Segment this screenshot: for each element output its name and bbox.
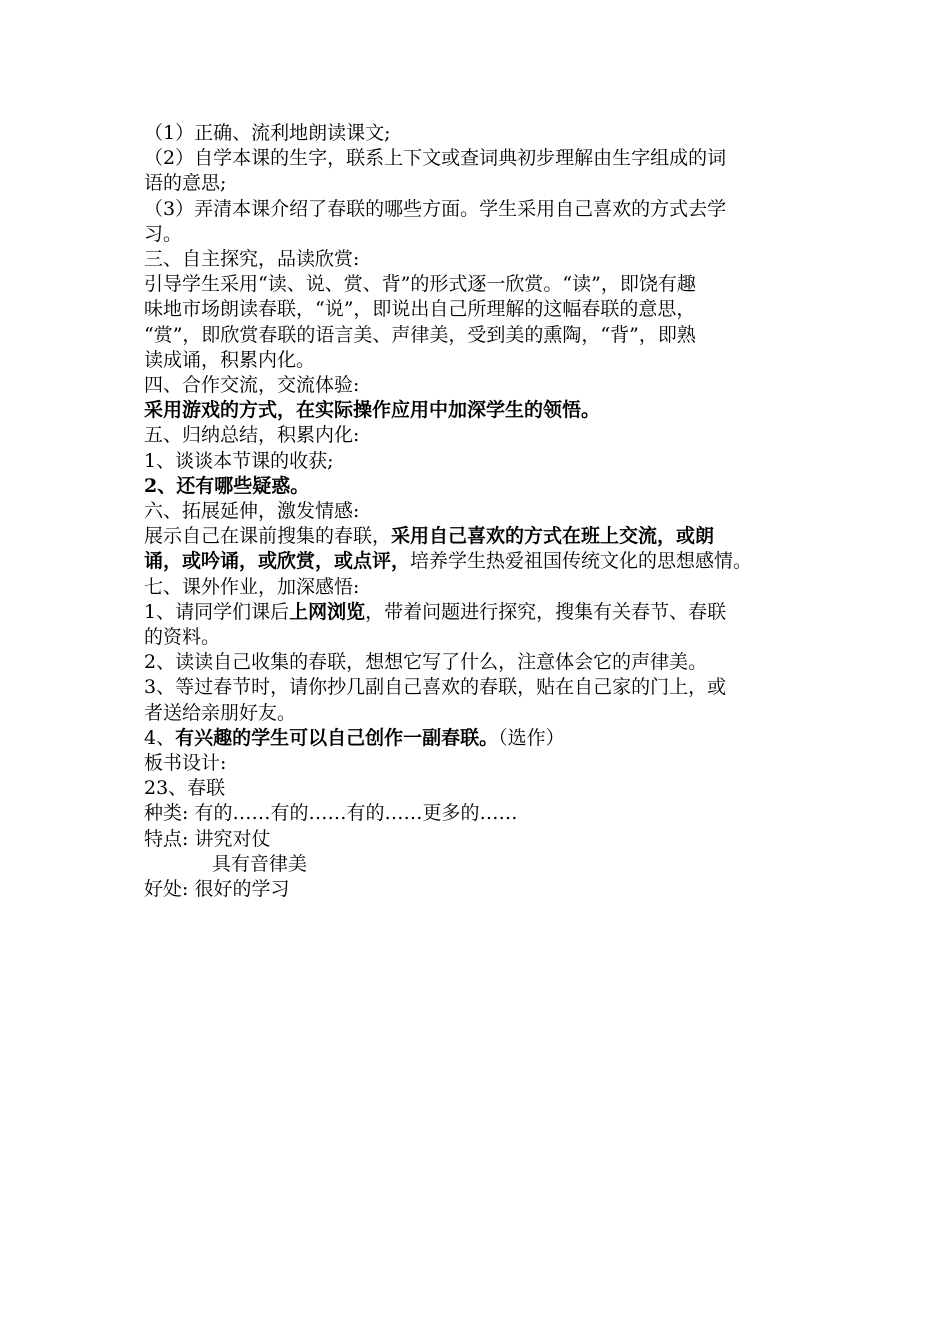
text-line (144, 423, 824, 448)
text-segment: 培养学生热爱祖国传统文化的思想感情。 (410, 550, 753, 573)
bold-text-segment: 采用自己喜欢的方式在班上交流，或朗 (391, 525, 715, 548)
text-segment: 三、自主探究，品读欣赏: (144, 248, 360, 271)
text-segment: 习。 (144, 222, 183, 245)
bold-text-segment: 采用游戏的方式，在实际操作应用中加深学生的领悟。 (144, 399, 601, 422)
bold-text-segment: 有兴趣的学生可以自己创作一副春联。 (175, 726, 499, 749)
text-segment: 味地市场朗读春联，“说”，即说出自己所理解的这幅春联的意思， (144, 298, 696, 321)
text-line (144, 575, 824, 600)
text-segment: 四、合作交流，交流体验: (144, 374, 360, 397)
text-segment: ，带着问题进行探究，搜集有关春节、春联 (365, 600, 727, 623)
text-segment: 2、读读自己收集的春联，想想它写了什么，注意体会它的声律美。 (144, 651, 708, 674)
text-line (144, 323, 824, 348)
text-line (144, 121, 824, 146)
text-segment: 展示自己在课前搜集的春联， (144, 525, 392, 548)
text-line (144, 701, 824, 726)
text-line (144, 877, 824, 902)
text-segment: 1、请同学们课后 (144, 600, 290, 623)
text-line (144, 827, 824, 852)
text-line (144, 776, 824, 801)
bold-text-segment: 上网浏览 (289, 600, 366, 623)
text-line (144, 524, 824, 549)
text-segment: “赏”，即欣赏春联的语言美、声律美，受到美的熏陶，“背”，即熟 (144, 323, 696, 346)
text-line (144, 852, 824, 877)
bold-text-segment: 2、还有哪些疑惑。 (144, 474, 310, 497)
text-line (144, 197, 824, 222)
text-line (144, 499, 824, 524)
text-segment: 六、拓展延伸，激发情感: (144, 500, 360, 523)
text-segment: 读成诵，积累内化。 (144, 348, 316, 371)
text-line (144, 146, 824, 171)
text-segment: 23、春联 (144, 777, 226, 800)
text-segment: 的资料。 (144, 626, 221, 649)
text-segment: 五、归纳总结，积累内化: (144, 424, 360, 447)
bold-text-segment: 诵，或吟诵，或欣赏，或点评， (144, 550, 411, 573)
text-line (144, 600, 824, 625)
text-segment: 七、课外作业，加深感悟: (144, 575, 360, 598)
text-segment: 板书设计: (144, 752, 227, 775)
text-line (144, 272, 824, 297)
text-segment: （选作） (498, 726, 565, 749)
text-segment: （1）正确、流利地朗读课文; (144, 122, 391, 144)
text-line (144, 247, 824, 272)
text-line (144, 726, 824, 751)
text-line (144, 348, 824, 373)
text-line (144, 675, 824, 700)
text-line (144, 373, 824, 398)
text-line (144, 171, 824, 196)
text-line (144, 625, 824, 650)
text-line (144, 801, 824, 826)
text-segment: 种类: 有的……有的……有的……更多的…… (144, 802, 518, 825)
text-segment: 3、等过春节时，请你抄几副自己喜欢的春联，贴在自己家的门上，或 (144, 676, 727, 699)
text-line (144, 398, 824, 423)
text-line (144, 474, 824, 499)
text-line (144, 650, 824, 675)
text-segment: 者送给亲朋好友。 (144, 701, 297, 724)
text-line (144, 751, 824, 776)
text-segment: 特点: 讲究对仗 (144, 827, 271, 850)
text-segment: 好处: 很好的学习 (144, 878, 290, 901)
text-line (144, 549, 824, 574)
text-segment: （3）弄清本课介绍了春联的哪些方面。学生采用自己喜欢的方式去学 (144, 197, 727, 220)
text-line (144, 449, 824, 474)
text-segment: 语的意思; (144, 172, 227, 195)
text-segment: 1、谈谈本节课的收获; (144, 449, 334, 472)
text-segment: 4、 (144, 726, 176, 749)
text-segment: （2）自学本课的生字，联系上下文或查词典初步理解由生字组成的词 (144, 147, 727, 170)
text-line (144, 222, 824, 247)
document-body (144, 121, 824, 902)
text-segment: 引导学生采用“读、说、赏、背”的形式逐一欣赏。“读”，即饶有趣 (144, 273, 696, 296)
text-line (144, 297, 824, 322)
text-segment: 具有音律美 (212, 852, 308, 875)
